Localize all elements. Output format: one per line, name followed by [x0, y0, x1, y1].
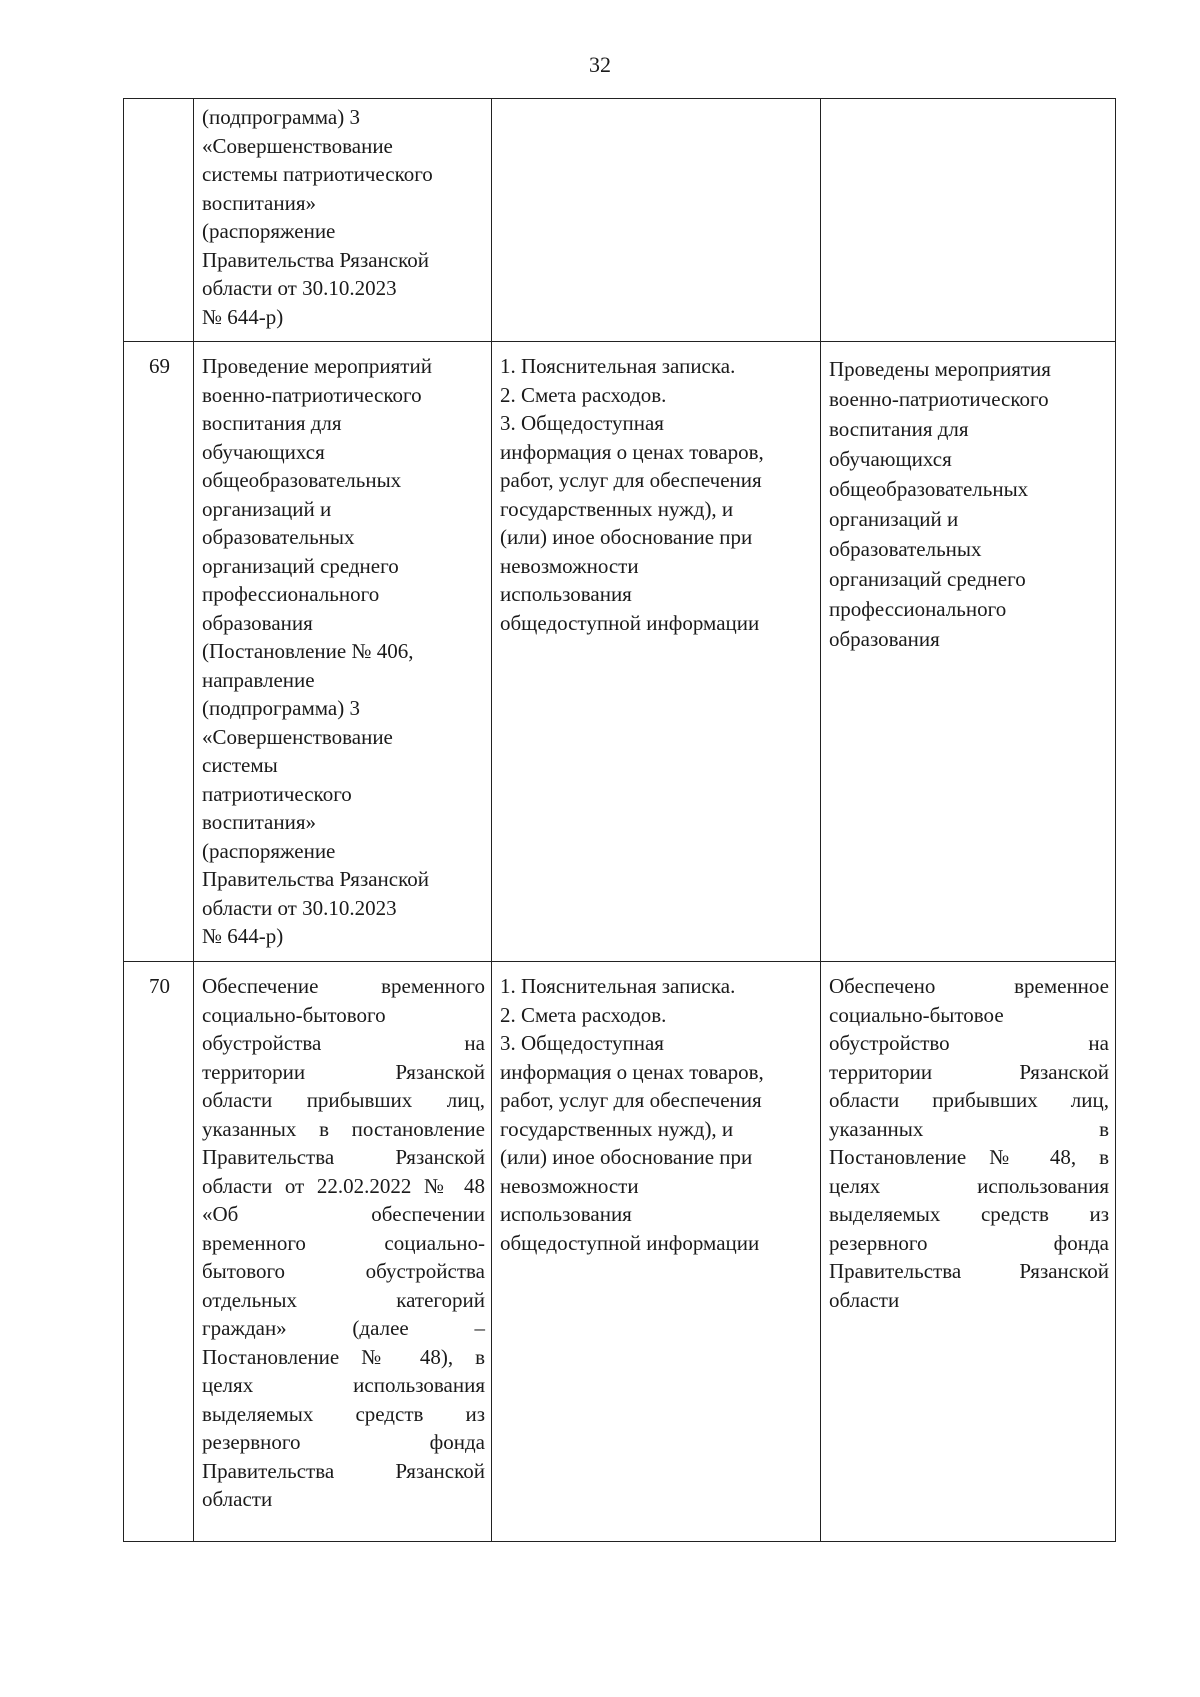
text-line: обустройство на: [829, 1031, 1109, 1055]
text-line: области прибывших лиц,: [202, 1088, 485, 1112]
text-line: Постановление № 48), в: [202, 1344, 485, 1369]
text-line: профессионального: [202, 582, 380, 606]
measure-name-cell: [194, 99, 492, 342]
text-line: организаций и: [829, 507, 959, 531]
text-line: обустройства на: [202, 1031, 485, 1055]
text-line: военно-патриотического: [202, 382, 422, 407]
text-line: 1. Пояснительная записка.: [500, 974, 736, 998]
text-line: 2. Смета расходов.: [500, 1002, 667, 1027]
text-line: организаций среднего: [202, 553, 399, 578]
text-line: выделяемых средств из: [202, 1401, 485, 1426]
text-line: Правительства Рязанской: [202, 247, 429, 272]
text-line: 3. Общедоступная: [500, 411, 664, 435]
text-line: области от 30.10.2023: [202, 276, 397, 300]
text-line: Правительства Рязанской: [202, 1145, 485, 1169]
table-row: [124, 342, 1116, 962]
text-line: указанных в постановление: [202, 1116, 485, 1141]
text-line: общедоступной информации: [500, 610, 760, 635]
text-line: государственных нужд), и: [500, 1116, 734, 1141]
text-line: (Постановление № 406,: [202, 639, 414, 663]
text-line: Обеспечение временного: [202, 974, 485, 998]
text-line: обучающихся: [202, 439, 325, 464]
text-line: территории Рязанской: [202, 1059, 485, 1084]
text-line: граждан» (далее –: [202, 1316, 485, 1340]
text-line: «Об обеспечении: [202, 1202, 485, 1226]
text-line: работ, услуг для обеспечения: [500, 1088, 762, 1112]
row-number-cell: [124, 99, 194, 342]
text-line: общеобразовательных: [829, 477, 1029, 501]
text-line: (распоряжение: [202, 219, 336, 243]
documents-list: [500, 972, 814, 1257]
text-line: бытового обустройства: [202, 1259, 485, 1283]
text-line: указанных в: [829, 1116, 1109, 1141]
expected-result: [829, 972, 1109, 1314]
text-line: социально-бытовое: [829, 1002, 1004, 1027]
row-number: 70: [149, 974, 170, 998]
text-line: резервного фонда: [202, 1430, 485, 1454]
text-line: направление: [202, 667, 315, 692]
measure-name: [202, 352, 485, 951]
text-line: № 644-р): [202, 924, 284, 948]
text-line: «Совершенствование: [202, 133, 393, 158]
text-line: 2. Смета расходов.: [500, 382, 667, 407]
text-line: работ, услуг для обеспечения: [500, 468, 762, 492]
text-line: информация о ценах товаров,: [500, 1059, 764, 1084]
text-line: (или) иное обоснование при: [500, 1145, 753, 1169]
text-line: образовательных: [202, 525, 355, 549]
documents-cell: [492, 962, 821, 1542]
text-line: образовательных: [829, 537, 982, 561]
measure-name-cell: [194, 962, 492, 1542]
text-line: Проведение мероприятий: [202, 354, 432, 378]
text-line: 3. Общедоступная: [500, 1031, 664, 1055]
text-line: патриотического: [202, 781, 352, 806]
text-line: воспитания»: [202, 810, 316, 834]
page-number: 32: [589, 52, 611, 77]
text-line: № 644-р): [202, 304, 284, 329]
row-number: 69: [149, 354, 170, 378]
text-line: обучающихся: [829, 447, 952, 471]
expected-result: [829, 354, 1109, 654]
text-line: целях использования: [202, 1373, 485, 1397]
text-line: целях использования: [829, 1173, 1109, 1198]
text-line: организаций среднего: [829, 567, 1026, 591]
text-line: невозможности: [500, 1173, 639, 1198]
text-line: невозможности: [500, 553, 639, 578]
result-cell: [821, 962, 1116, 1542]
text-line: Обеспечено временное: [829, 974, 1109, 998]
text-line: отдельных категорий: [202, 1287, 485, 1312]
documents-cell: [492, 99, 821, 342]
result-cell: [821, 99, 1116, 342]
text-line: области от 30.10.2023: [202, 895, 397, 920]
text-line: системы: [202, 753, 278, 777]
text-line: государственных нужд), и: [500, 496, 734, 521]
text-line: образования: [829, 627, 940, 651]
text-line: общедоступной информации: [500, 1230, 760, 1255]
result-cell: [821, 342, 1116, 962]
text-line: области: [829, 1287, 900, 1312]
text-line: военно-патриотического: [829, 387, 1049, 411]
text-line: (подпрограмма) 3: [202, 696, 360, 720]
text-line: области прибывших лиц,: [829, 1088, 1109, 1112]
text-line: Правительства Рязанской: [202, 867, 429, 891]
measure-name: [202, 103, 485, 331]
text-line: социально-бытового: [202, 1002, 386, 1027]
text-line: системы патриотического: [202, 162, 433, 186]
text-line: «Совершенствование: [202, 724, 393, 749]
text-line: временного социально-: [202, 1230, 485, 1255]
text-line: резервного фонда: [829, 1230, 1109, 1255]
text-line: использования: [500, 1202, 632, 1226]
text-line: (или) иное обоснование при: [500, 525, 753, 549]
text-line: территории Рязанской: [829, 1059, 1109, 1084]
document-table: [123, 98, 1116, 1542]
text-line: воспитания для: [829, 417, 969, 441]
text-line: Проведены мероприятия: [829, 357, 1051, 381]
measure-name: [202, 972, 485, 1514]
text-line: Правительства Рязанской: [829, 1259, 1109, 1283]
text-line: (распоряжение: [202, 838, 336, 863]
text-line: (подпрограмма) 3: [202, 105, 360, 129]
documents-cell: [492, 342, 821, 962]
text-line: 1. Пояснительная записка.: [500, 354, 736, 378]
text-line: информация о ценах товаров,: [500, 439, 764, 464]
row-number-cell: [124, 962, 194, 1542]
documents-list: [500, 352, 814, 637]
text-line: области от 22.02.2022 № 48: [202, 1173, 485, 1198]
text-line: воспитания для: [202, 411, 342, 435]
text-line: профессионального: [829, 597, 1007, 621]
text-line: организаций и: [202, 496, 332, 521]
text-line: Постановление № 48, в: [829, 1145, 1109, 1169]
table-row: [124, 962, 1116, 1542]
row-number-cell: [124, 342, 194, 962]
text-line: общеобразовательных: [202, 468, 402, 492]
text-line: Правительства Рязанской: [202, 1458, 485, 1483]
text-line: использования: [500, 582, 632, 606]
table-row: [124, 99, 1116, 342]
text-line: области: [202, 1487, 273, 1511]
measure-name-cell: [194, 342, 492, 962]
text-line: воспитания»: [202, 190, 316, 215]
text-line: выделяемых средств из: [829, 1202, 1109, 1226]
text-line: образования: [202, 610, 313, 635]
